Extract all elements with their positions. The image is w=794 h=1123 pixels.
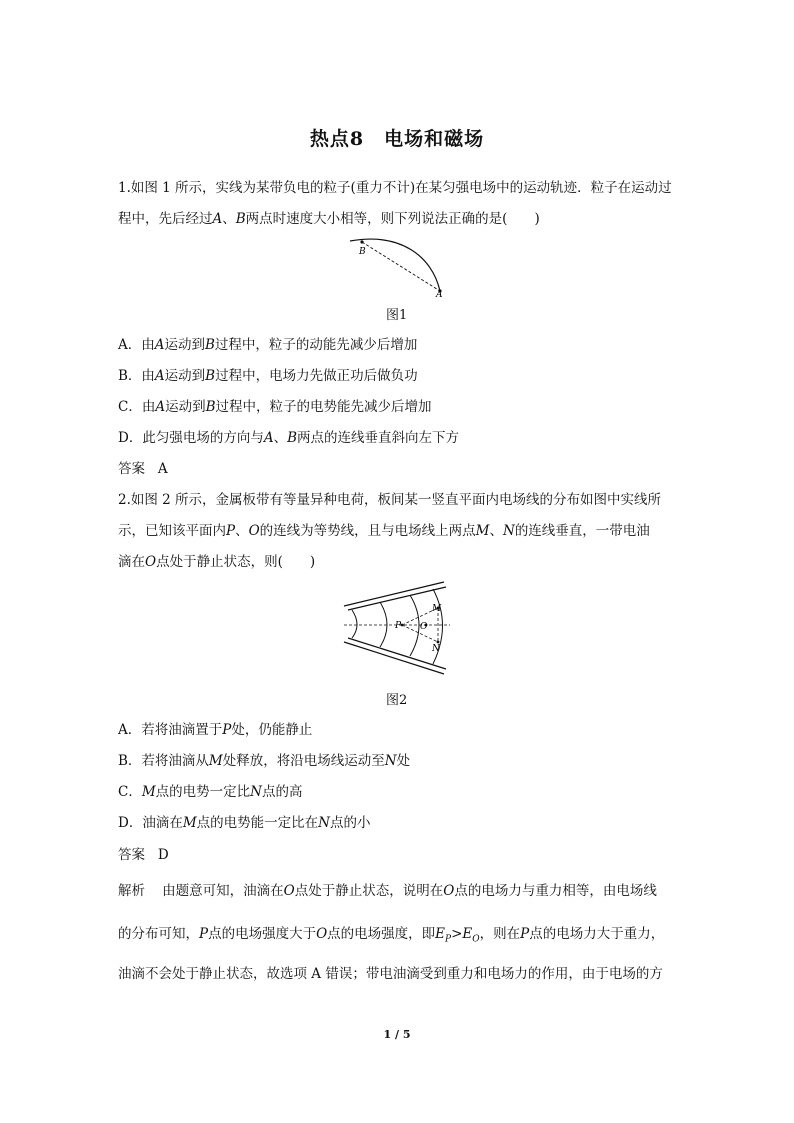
q1-option-b: B．由A运动到B过程中，电场力先做正功后做负功: [118, 368, 418, 384]
q2-option-c: C．M点的电势一定比N点的高: [118, 784, 303, 800]
q1-stem-line2: 程中，先后经过A、B两点时速度大小相等，则下列说法正确的是( ): [118, 211, 540, 227]
q2-option-a: A．若将油滴置于P处，仍能静止: [118, 722, 313, 738]
figure-2-field-lines: [340, 580, 460, 680]
q2-analysis-line3: 油滴不会处于静止状态，故选项 A 错误；带电油滴受到重力和电场力的作用，由于电场的方: [118, 966, 663, 982]
point-n: [437, 641, 440, 644]
lower-plate: [344, 642, 444, 674]
page-title: 热点8 电场和磁场: [309, 128, 485, 150]
q1-stem-line1: 1.如图 1 所示，实线为某带负电的粒子(重力不计)在某匀强电场中的运动轨迹．粒子在运动过: [118, 180, 672, 196]
q2-stem-line3: 滴在O点处于静止状态，则( ): [118, 554, 316, 570]
field-line-1: [352, 610, 357, 638]
field-line-3: [410, 595, 419, 656]
q1-answer: 答案 A: [118, 461, 168, 477]
q2-stem-line1: 2.如图 2 所示，金属板带有等量异种电荷，板间某一竖直平面内电场线的分布如图中实线所: [118, 492, 662, 508]
label-b: B: [359, 247, 366, 257]
label-n: N: [432, 644, 440, 654]
label-m: M: [432, 604, 442, 614]
q2-analysis-line1: 解析 由题意可知，油滴在O点处于静止状态，说明在O点的电场力与重力相等，由电场线: [118, 883, 657, 899]
q2-option-b: B．若将油滴从M处释放，将沿电场线运动至N处: [118, 753, 411, 769]
point-b: [360, 240, 363, 243]
label-p: P: [395, 621, 402, 631]
q1-option-a: A．由A运动到B过程中，粒子的动能先减少后增加: [118, 337, 418, 353]
q1-option-d: D．此匀强电场的方向与A、B两点的连线垂直斜向左下方: [118, 430, 459, 446]
figure-1-caption: 图1: [386, 308, 408, 323]
q2-stem-line2: 示，已知该平面内P、O的连线为等势线，且与电场线上两点M、N的连线垂直，一带电油: [118, 523, 650, 539]
figure-1-trajectory: [340, 234, 460, 298]
q2-option-d: D．油滴在M点的电势能一定比在N点的小: [118, 815, 371, 831]
page-number: 1 / 5: [383, 1028, 411, 1041]
upper-plate: [344, 582, 444, 606]
ab-dashed-line: [362, 242, 440, 291]
q2-answer: 答案 D: [118, 847, 169, 863]
figure-2-caption: 图2: [386, 693, 408, 708]
q2-analysis-line2: 的分布可知，P点的电场强度大于O点的电场强度，即$E_P>E_O$，则在P点的电场力大于重力，: [118, 926, 665, 945]
field-line-2: [380, 602, 387, 647]
label-o: O: [420, 622, 428, 632]
q1-option-c: C．由A运动到B过程中，粒子的电势能先减少后增加: [118, 399, 432, 415]
label-a: A: [436, 290, 443, 298]
